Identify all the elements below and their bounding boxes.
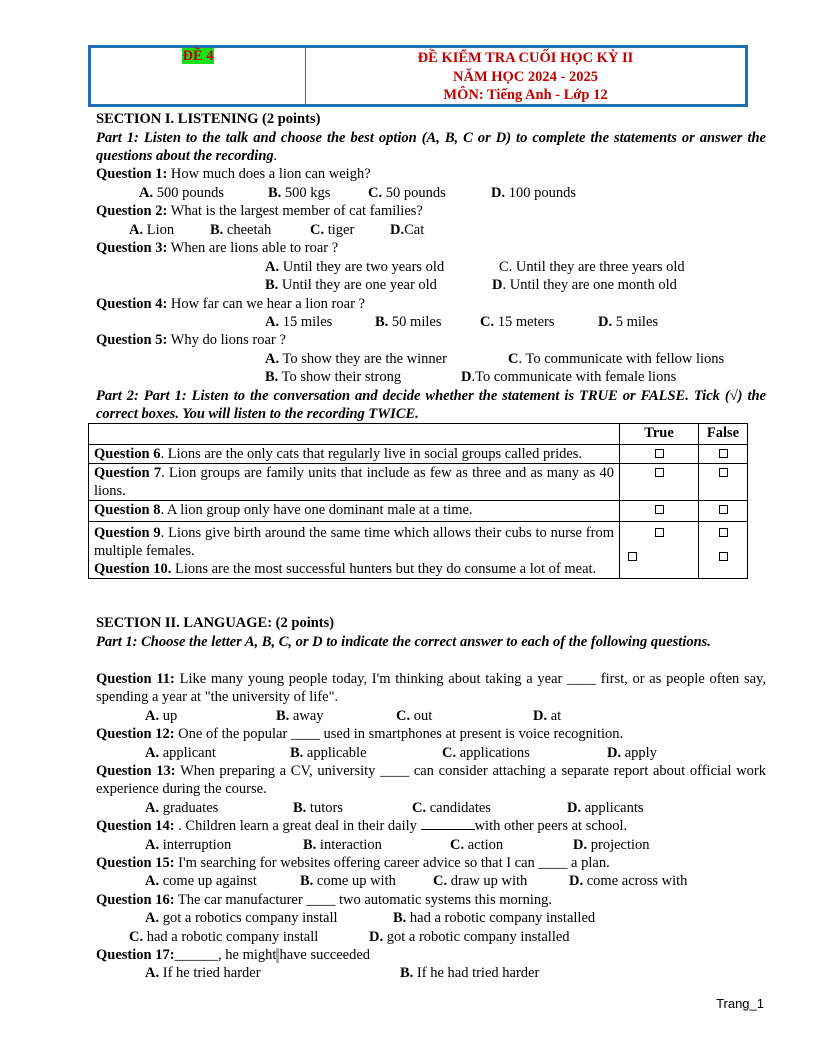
- q9-true-checkbox[interactable]: [655, 528, 664, 537]
- true-header: True: [620, 424, 699, 445]
- q12-option-b: B. applicable: [290, 745, 367, 761]
- exam-title-cell: [306, 48, 745, 104]
- q17-option-b: B. If he had tried harder: [400, 965, 540, 981]
- q11-option-a: A. up: [145, 708, 178, 724]
- q8-true-checkbox[interactable]: [655, 505, 664, 514]
- table-row: [89, 522, 748, 579]
- question-11: Question 11: Like many young people today, I'm thinking about taking a year ____ first, or as people often say, spending a year at "the university of life".: [96, 671, 767, 705]
- question-1: Question 1: How much does a lion can weigh?: [96, 166, 371, 182]
- q10-true-checkbox[interactable]: [628, 552, 637, 561]
- q14-option-a: A. interruption: [145, 837, 232, 853]
- statement-7: Question 7. Lion groups are family units that include as few as three and as many as 40 lions.: [89, 464, 620, 501]
- q11-option-c: C. out: [396, 708, 433, 724]
- q3-option-a: A. Until they are two years old: [265, 259, 445, 275]
- header-table: [88, 45, 748, 107]
- q1-option-c: C. 50 pounds: [368, 185, 446, 201]
- q10-false-checkbox[interactable]: [719, 552, 728, 561]
- question-15: Question 15: I'm searching for websites offering career advice so that I can ____ a plan.: [96, 855, 610, 871]
- q15-option-d: D. come across with: [569, 873, 688, 889]
- q1-option-a: A. 500 pounds: [139, 185, 225, 201]
- q13-option-c: C. candidates: [412, 800, 491, 816]
- q13-option-b: B. tutors: [293, 800, 343, 816]
- school-year: NĂM HỌC 2024 - 2025: [453, 68, 598, 85]
- q5-option-b: B. To show their strong: [265, 369, 402, 385]
- page-number: Trang_1: [716, 996, 764, 1011]
- table-row: [89, 445, 748, 464]
- q12-option-a: A. applicant: [145, 745, 216, 761]
- q15-option-a: A. come up against: [145, 873, 257, 889]
- q13-option-a: A. graduates: [145, 800, 219, 816]
- q16-option-d: D. got a robotic company installed: [369, 929, 570, 945]
- q12-option-c: C. applications: [442, 745, 530, 761]
- false-header: False: [699, 424, 748, 445]
- question-4: Question 4: How far can we hear a lion roar ?: [96, 296, 365, 312]
- q11-option-d: D. at: [533, 708, 562, 724]
- q2-option-c: C. tiger: [310, 222, 355, 238]
- q3-option-d: D. Until they are one month old: [492, 277, 677, 293]
- answer-blank: [421, 817, 475, 830]
- q4-option-a: A. 15 miles: [265, 314, 333, 330]
- q5-option-d: D.To communicate with female lions: [461, 369, 677, 385]
- statement-6: Question 6. Lions are the only cats that regularly live in social groups called prides.: [89, 445, 620, 464]
- part-1-instruction: Part 1: Listen to the talk and choose the best option (A, B, C or D) to complete the statements or answer the questions about the recording.: [96, 130, 766, 164]
- q16-option-c: C. had a robotic company install: [129, 929, 319, 945]
- question-2: Question 2: What is the largest member of cat families?: [96, 203, 423, 219]
- question-5: Question 5: Why do lions roar ?: [96, 332, 286, 348]
- question-3: Question 3: When are lions able to roar ?: [96, 240, 339, 256]
- q4-option-b: B. 50 miles: [375, 314, 442, 330]
- q5-option-c: C. To communicate with fellow lions: [508, 351, 725, 367]
- q14-option-b: B. interaction: [303, 837, 382, 853]
- exam-code: ĐỀ 4: [182, 48, 214, 64]
- q1-option-b: B. 500 kgs: [268, 185, 331, 201]
- question-17: Question 17:______, he might have succeeded: [96, 947, 371, 963]
- q14-option-c: C. action: [450, 837, 504, 853]
- q5-option-a: A. To show they are the winner: [265, 351, 447, 367]
- exam-title: ĐỀ KIỂM TRA CUỐI HỌC KỲ II: [417, 50, 634, 66]
- q12-option-d: D. apply: [607, 745, 657, 761]
- statement-9-10: Question 9. Lions give birth around the same time which allows their cubs to nurse from multiple females. Question 10. Lions are the most successful hunters but they do consume a lot of meat.: [89, 522, 620, 579]
- question-13: Question 13: When preparing a CV, university ____ can consider attaching a separate report about official work experience during the course.: [96, 763, 767, 797]
- q7-false-checkbox[interactable]: [719, 468, 728, 477]
- section-2-heading: SECTION II. LANGUAGE: (2 points): [96, 615, 335, 631]
- q4-option-c: C. 15 meters: [480, 314, 555, 330]
- q4-option-d: D. 5 miles: [598, 314, 659, 330]
- question-12: Question 12: One of the popular ____ used in smartphones at present is voice recognition.: [96, 726, 624, 742]
- subject: MÔN: Tiếng Anh - Lớp 12: [443, 87, 608, 103]
- q6-true-checkbox[interactable]: [655, 449, 664, 458]
- q15-option-c: C. draw up with: [433, 873, 528, 889]
- q8-false-checkbox[interactable]: [719, 505, 728, 514]
- q2-option-b: B. cheetah: [210, 222, 272, 238]
- statement-8: Question 8. A lion group only have one dominant male at a time.: [89, 501, 620, 522]
- table-row: [89, 501, 748, 522]
- q2-option-d: D.Cat: [390, 222, 425, 238]
- q16-option-a: A. got a robotics company install: [145, 910, 338, 926]
- question-14: Question 14: . Children learn a great deal in their daily with other peers at school.: [96, 818, 628, 834]
- q14-option-d: D. projection: [573, 837, 650, 853]
- question-16: Question 16: The car manufacturer ____ two automatic systems this morning.: [96, 892, 552, 908]
- q13-option-d: D. applicants: [567, 800, 644, 816]
- q6-false-checkbox[interactable]: [719, 449, 728, 458]
- q2-option-a: A. Lion: [129, 222, 175, 238]
- section-2-part-1-instruction: Part 1: Choose the letter A, B, C, or D to indicate the correct answer to each of the following questions.: [96, 634, 711, 650]
- q9-false-checkbox[interactable]: [719, 528, 728, 537]
- exam-code-cell: [91, 48, 306, 104]
- table-header-row: [89, 424, 748, 445]
- q11-option-b: B. away: [276, 708, 324, 724]
- q7-true-checkbox[interactable]: [655, 468, 664, 477]
- q15-option-b: B. come up with: [300, 873, 396, 889]
- part-2-instruction: Part 2: Part 1: Listen to the conversation and decide whether the statement is TRUE or FALSE. Tick (√) the correct boxes. You will listen to the recording TWICE.: [96, 388, 766, 422]
- section-1-heading: SECTION I. LISTENING (2 points): [96, 111, 321, 127]
- q3-option-c: C. Until they are three years old: [499, 259, 685, 275]
- q1-option-d: D. 100 pounds: [491, 185, 577, 201]
- q16-option-b: B. had a robotic company installed: [393, 910, 596, 926]
- q3-option-b: B. Until they are one year old: [265, 277, 437, 293]
- q17-option-a: A. If he tried harder: [145, 965, 261, 981]
- table-row: [89, 464, 748, 501]
- true-false-table: [88, 423, 748, 579]
